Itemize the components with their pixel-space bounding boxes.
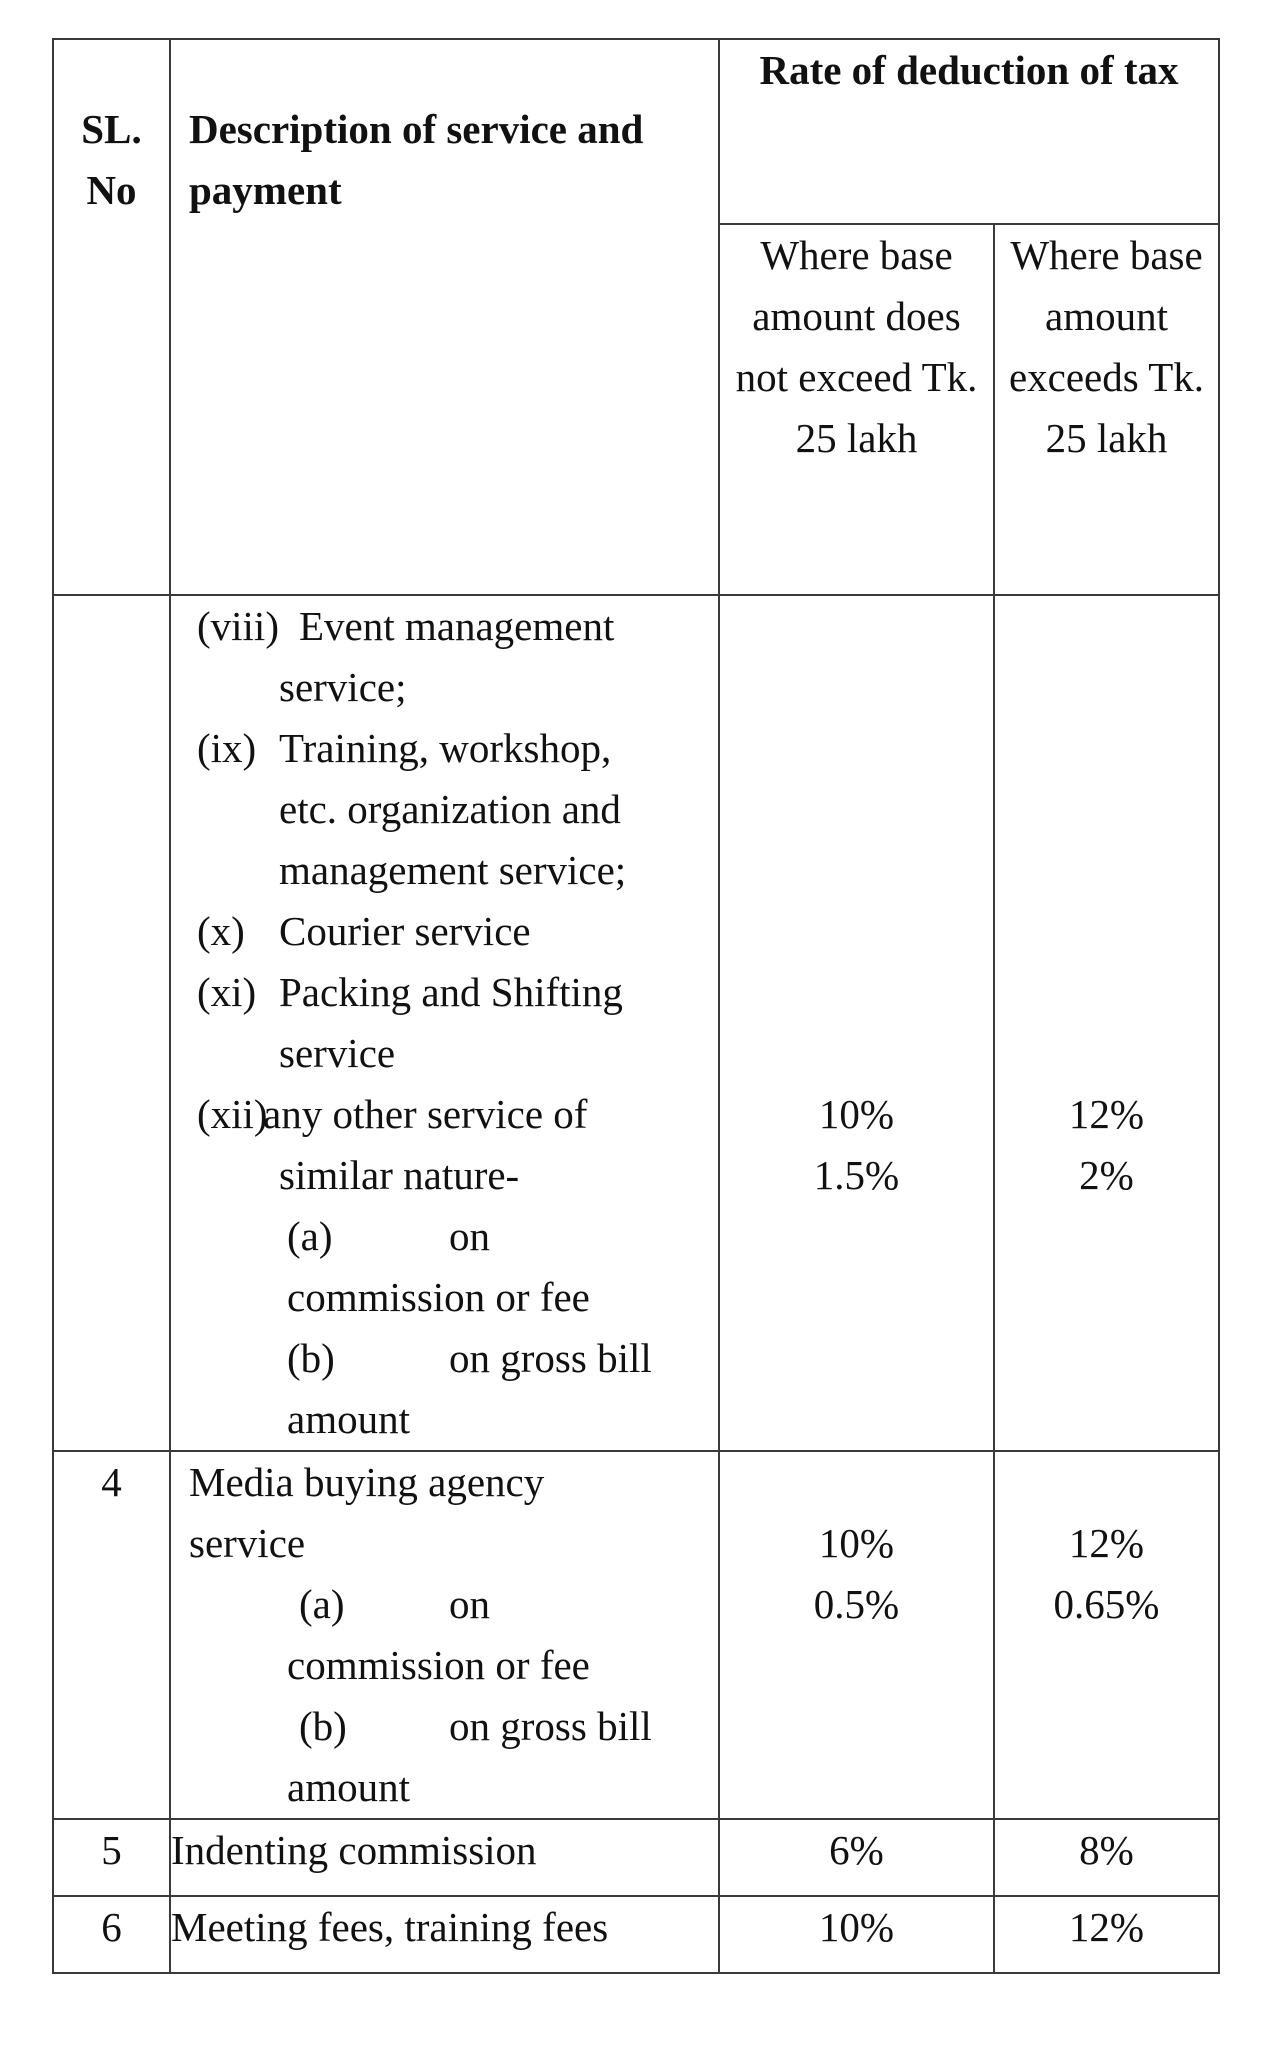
header-rate-col1-label: Where base amount does not exceed Tk. 25 lakh — [735, 232, 978, 461]
list-item — [171, 901, 718, 962]
header-sl-no — [53, 39, 170, 595]
description-cell — [170, 1896, 719, 1973]
sub-item-b — [171, 1328, 718, 1389]
sub-item-text: on gross bill — [449, 1703, 652, 1749]
item-text: any other service of — [263, 1091, 588, 1137]
rate-col2-cell — [994, 1896, 1219, 1973]
item-number: (ix) — [197, 725, 257, 771]
item-number: (xii) — [197, 1091, 268, 1137]
rate-col2-cell — [994, 1451, 1219, 1819]
table-row — [53, 1451, 1219, 1819]
sub-item-text: amount — [287, 1396, 410, 1442]
sl-cell — [53, 595, 170, 1451]
list-item — [171, 962, 718, 1084]
item-text: service — [279, 1030, 396, 1076]
header-rate-group — [719, 39, 1219, 224]
list-item — [171, 596, 718, 718]
rate-value: 12% — [1068, 1520, 1145, 1566]
description-text: Media buying agency — [189, 1459, 545, 1505]
sl-value: 5 — [101, 1827, 122, 1873]
sub-item-label: (b) — [299, 1703, 347, 1749]
rate-col1-cell — [719, 595, 994, 1451]
description-text: Indenting commission — [171, 1827, 537, 1873]
sub-item-label: (a) — [299, 1581, 345, 1627]
description-cell — [170, 1451, 719, 1819]
sub-item-a — [171, 1206, 718, 1267]
table-row — [53, 595, 1219, 1451]
header-row — [53, 39, 1219, 224]
header-sl-no-label: SL. No — [81, 106, 142, 213]
rate-value: 2% — [1079, 1152, 1134, 1198]
rate-value: 12% — [1068, 1904, 1145, 1950]
item-text: service; — [279, 664, 407, 710]
rate-col1-cell — [719, 1819, 994, 1896]
sub-item-b — [171, 1696, 718, 1757]
item-text: Training, workshop, — [279, 725, 612, 771]
sl-value: 6 — [101, 1904, 122, 1950]
sub-item-text: on — [449, 1581, 490, 1627]
sub-item-label: (b) — [287, 1335, 335, 1381]
item-number: (x) — [197, 908, 245, 954]
rate-value: 10% — [818, 1904, 895, 1950]
header-rate-col1 — [719, 224, 994, 595]
item-text: management service; — [279, 847, 627, 893]
sl-cell — [53, 1451, 170, 1819]
item-text: etc. organization and — [279, 786, 621, 832]
rate-value: 0.5% — [813, 1581, 900, 1627]
header-rate-col2 — [994, 224, 1219, 595]
item-number: (xi) — [197, 969, 257, 1015]
rate-value: 0.65% — [1053, 1581, 1160, 1627]
rate-value: 12% — [1068, 1091, 1145, 1137]
table-row — [53, 1819, 1219, 1896]
header-rate-col2-label: Where base amount exceeds Tk. 25 lakh — [1008, 232, 1205, 461]
rate-value: 6% — [829, 1827, 884, 1873]
list-item — [171, 1084, 718, 1206]
description-cell — [170, 595, 719, 1451]
header-description — [170, 39, 719, 595]
item-number: (viii) — [197, 603, 279, 649]
sub-item-text: on — [449, 1213, 490, 1259]
item-text: Packing and Shifting — [279, 969, 623, 1015]
description-cell — [170, 1819, 719, 1896]
sub-item-a — [171, 1574, 718, 1635]
rate-col2-cell — [994, 595, 1219, 1451]
sl-value: 4 — [101, 1459, 122, 1505]
item-text: similar nature- — [279, 1152, 520, 1198]
description-text: Meeting fees, training fees — [171, 1904, 609, 1950]
sub-item-text: amount — [287, 1764, 410, 1810]
table-row — [53, 1896, 1219, 1973]
item-text: Courier service — [279, 908, 531, 954]
rate-col1-cell — [719, 1451, 994, 1819]
header-rate-group-label: Rate of deduction of tax — [759, 47, 1179, 93]
list-item — [171, 718, 718, 901]
sl-cell — [53, 1819, 170, 1896]
sl-cell — [53, 1896, 170, 1973]
rate-value: 1.5% — [813, 1152, 900, 1198]
rate-value: 8% — [1079, 1827, 1134, 1873]
item-text: Event management — [299, 603, 615, 649]
rate-col1-cell — [719, 1896, 994, 1973]
rate-value: 10% — [818, 1091, 895, 1137]
tax-deduction-table — [52, 38, 1220, 1974]
sub-item-text: commission or fee — [287, 1274, 590, 1320]
header-description-label: Description of service and payment — [189, 106, 644, 213]
sub-item-label: (a) — [287, 1213, 333, 1259]
rate-col2-cell — [994, 1819, 1219, 1896]
sub-item-text: commission or fee — [287, 1642, 590, 1688]
rate-value: 10% — [818, 1520, 895, 1566]
sub-item-text: on gross bill — [449, 1335, 652, 1381]
description-text: service — [189, 1520, 306, 1566]
